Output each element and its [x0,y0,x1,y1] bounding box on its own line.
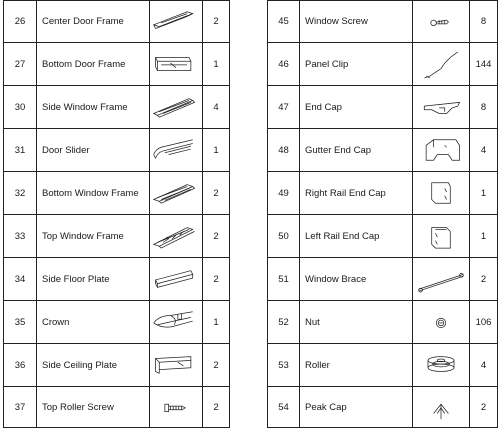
roller-icon [415,348,467,382]
part-quantity: 1 [203,129,230,172]
part-quantity: 1 [203,301,230,344]
part-name: Right Rail End Cap [300,172,413,215]
part-illustration [413,344,470,387]
part-name: Center Door Frame [37,1,150,43]
part-number: 35 [4,301,37,344]
part-number: 49 [268,172,300,215]
side-window-frame-icon [150,90,202,124]
part-name: Side Ceiling Plate [37,344,150,387]
part-quantity: 4 [470,344,498,387]
part-number: 32 [4,172,37,215]
part-illustration [150,344,203,387]
table-row [268,387,498,428]
part-number: 34 [4,258,37,301]
table-row [4,1,230,43]
part-illustration [150,301,203,344]
part-number: 48 [268,129,300,172]
part-illustration [413,258,470,301]
part-name: Left Rail End Cap [300,215,413,258]
part-illustration [413,43,470,86]
part-illustration [413,129,470,172]
part-number: 26 [4,1,37,43]
table-row [268,43,498,86]
part-quantity: 4 [470,129,498,172]
table-row [268,86,498,129]
table-row [268,215,498,258]
parts-table-right [267,0,498,428]
window-brace-icon [415,262,467,296]
part-quantity: 1 [470,172,498,215]
part-number: 27 [4,43,37,86]
center-door-frame-icon [150,5,202,39]
table-row [4,344,230,387]
parts-table-left [3,0,230,428]
top-roller-screw-icon [150,390,202,424]
crown-icon [150,305,202,339]
part-name: Door Slider [37,129,150,172]
nut-icon [415,305,467,339]
panel-clip-icon [415,47,467,81]
gutter-end-cap-icon [415,133,467,167]
part-quantity: 2 [203,387,230,428]
part-number: 46 [268,43,300,86]
right-rail-end-cap-icon [415,176,467,210]
part-quantity: 8 [470,1,498,43]
part-number: 31 [4,129,37,172]
part-quantity: 2 [470,387,498,428]
part-illustration [150,1,203,43]
part-name: Top Window Frame [37,215,150,258]
table-row [4,215,230,258]
table-row [4,301,230,344]
part-quantity: 2 [203,215,230,258]
part-quantity: 1 [203,43,230,86]
part-illustration [413,301,470,344]
table-row [268,1,498,43]
part-name: Panel Clip [300,43,413,86]
part-number: 37 [4,387,37,428]
part-name: Gutter End Cap [300,129,413,172]
part-name: Roller [300,344,413,387]
part-number: 30 [4,86,37,129]
table-row [4,129,230,172]
window-screw-icon [415,5,467,39]
part-name: Side Floor Plate [37,258,150,301]
part-illustration [150,172,203,215]
part-number: 36 [4,344,37,387]
part-illustration [413,172,470,215]
side-floor-plate-icon [150,262,202,296]
part-quantity: 144 [470,43,498,86]
part-name: Bottom Window Frame [37,172,150,215]
side-ceiling-plate-icon [150,348,202,382]
part-quantity: 2 [203,344,230,387]
part-name: End Cap [300,86,413,129]
part-name: Window Brace [300,258,413,301]
part-illustration [150,258,203,301]
part-quantity: 2 [203,258,230,301]
table-row [268,172,498,215]
table-row [268,344,498,387]
table-row [4,387,230,428]
top-window-frame-icon [150,219,202,253]
part-number: 45 [268,1,300,43]
part-number: 50 [268,215,300,258]
part-name: Crown [37,301,150,344]
table-row [4,172,230,215]
part-quantity: 2 [203,1,230,43]
table-row [268,301,498,344]
part-name: Top Roller Screw [37,387,150,428]
table-row [4,258,230,301]
part-illustration [413,387,470,428]
table-row [268,129,498,172]
part-name: Bottom Door Frame [37,43,150,86]
peak-cap-icon [415,390,467,424]
part-number: 52 [268,301,300,344]
table-row [4,86,230,129]
part-quantity: 1 [470,215,498,258]
part-quantity: 2 [470,258,498,301]
part-name: Peak Cap [300,387,413,428]
part-illustration [413,86,470,129]
part-number: 54 [268,387,300,428]
part-name: Nut [300,301,413,344]
part-illustration [413,1,470,43]
table-row [4,43,230,86]
left-rail-end-cap-icon [415,219,467,253]
part-number: 33 [4,215,37,258]
door-slider-icon [150,133,202,167]
part-quantity: 106 [470,301,498,344]
part-illustration [150,86,203,129]
bottom-door-frame-icon [150,47,202,81]
part-illustration [150,129,203,172]
part-illustration [150,43,203,86]
part-number: 47 [268,86,300,129]
part-quantity: 8 [470,86,498,129]
part-illustration [150,387,203,428]
part-illustration [413,215,470,258]
end-cap-icon [415,90,467,124]
table-row [268,258,498,301]
part-illustration [150,215,203,258]
part-number: 51 [268,258,300,301]
part-quantity: 4 [203,86,230,129]
part-number: 53 [268,344,300,387]
part-quantity: 2 [203,172,230,215]
part-name: Side Window Frame [37,86,150,129]
bottom-window-frame-icon [150,176,202,210]
part-name: Window Screw [300,1,413,43]
